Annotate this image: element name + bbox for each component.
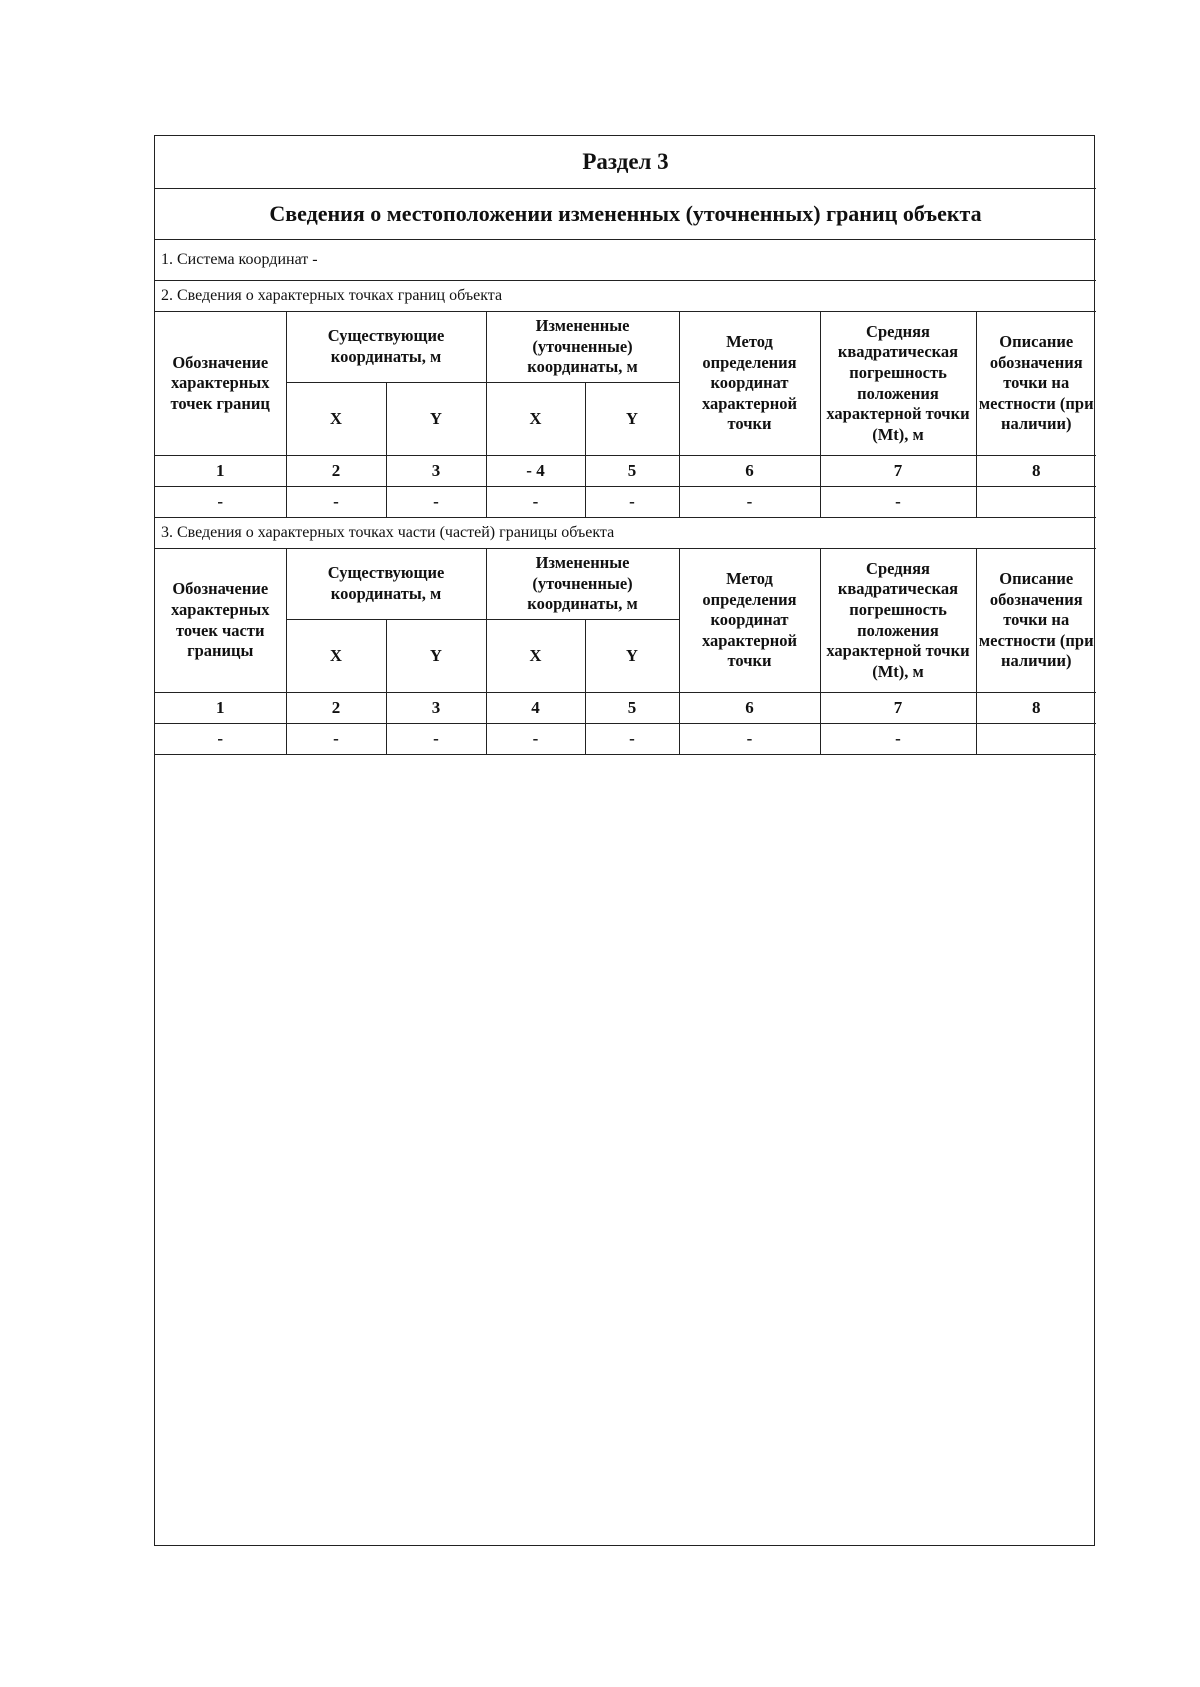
- table2-label: 3. Сведения о характерных точках части (частей) границы объекта: [155, 518, 1096, 549]
- table-cell: 4: [486, 693, 585, 724]
- coord-system-row: 1. Система координат -: [155, 240, 1096, 281]
- table-cell: -: [820, 487, 976, 518]
- t2-header-changed-x: X: [486, 620, 585, 693]
- table-cell: 6: [679, 456, 820, 487]
- t2-header-existing-y: Y: [386, 620, 486, 693]
- table-cell: -: [585, 487, 679, 518]
- table-cell: 6: [679, 693, 820, 724]
- t1-header-existing: Существующие координаты, м: [286, 312, 486, 383]
- table-cell: 7: [820, 693, 976, 724]
- t2-number-row: [155, 693, 1096, 724]
- t1-header-existing-y: Y: [386, 383, 486, 456]
- t1-header-changed-x: X: [486, 383, 585, 456]
- table-cell: -: [585, 724, 679, 755]
- table-cell: - 4: [486, 456, 585, 487]
- table-cell: 8: [976, 693, 1096, 724]
- t2-header-method: Метод определения координат характерной точки: [679, 549, 820, 693]
- table1-label: 2. Сведения о характерных точках границ объекта: [155, 281, 1096, 312]
- t1-header-changed: Измененные (уточненные) координаты, м: [486, 312, 679, 383]
- table-cell: -: [286, 487, 386, 518]
- table-cell: -: [155, 724, 286, 755]
- table-cell: -: [386, 724, 486, 755]
- section-subtitle: Сведения о местоположении измененных (уточненных) границ объекта: [155, 189, 1096, 240]
- table-cell: 3: [386, 456, 486, 487]
- table-cell: -: [286, 724, 386, 755]
- section-table: [155, 136, 1096, 755]
- table-cell: -: [155, 487, 286, 518]
- t1-header-changed-y: Y: [585, 383, 679, 456]
- t1-header-existing-x: X: [286, 383, 386, 456]
- table-cell: [976, 724, 1096, 755]
- t2-header-changed-y: Y: [585, 620, 679, 693]
- t1-value-row: [155, 487, 1096, 518]
- t1-header-point: Обозначение характерных точек границ: [155, 312, 286, 456]
- t2-header-existing-x: X: [286, 620, 386, 693]
- table-cell: 7: [820, 456, 976, 487]
- table-cell: 5: [585, 456, 679, 487]
- table-cell: -: [679, 724, 820, 755]
- table-cell: -: [486, 724, 585, 755]
- section-title: Раздел 3: [155, 136, 1096, 189]
- table-cell: -: [679, 487, 820, 518]
- table-cell: [976, 487, 1096, 518]
- t1-header-error: Средняя квадратическая погрешность положения характерной точки (Mt), м: [820, 312, 976, 456]
- t2-value-row: [155, 724, 1096, 755]
- table-cell: 2: [286, 693, 386, 724]
- t2-header-existing: Существующие координаты, м: [286, 549, 486, 620]
- table-cell: 1: [155, 456, 286, 487]
- table-cell: 1: [155, 693, 286, 724]
- t2-header-changed: Измененные (уточненные) координаты, м: [486, 549, 679, 620]
- table-cell: -: [820, 724, 976, 755]
- table-cell: 2: [286, 456, 386, 487]
- t2-header-description: Описание обозначения точки на местности (при наличии): [976, 549, 1096, 693]
- t1-header-method: Метод определения координат характерной точки: [679, 312, 820, 456]
- t2-header-error: Средняя квадратическая погрешность положения характерной точки (Mt), м: [820, 549, 976, 693]
- t1-number-row: [155, 456, 1096, 487]
- table-cell: -: [486, 487, 585, 518]
- t1-header-description: Описание обозначения точки на местности (при наличии): [976, 312, 1096, 456]
- table-cell: 8: [976, 456, 1096, 487]
- table-cell: 3: [386, 693, 486, 724]
- document-frame: [154, 135, 1095, 1546]
- t2-header-point: Обозначение характерных точек части границы: [155, 549, 286, 693]
- table-cell: -: [386, 487, 486, 518]
- table-cell: 5: [585, 693, 679, 724]
